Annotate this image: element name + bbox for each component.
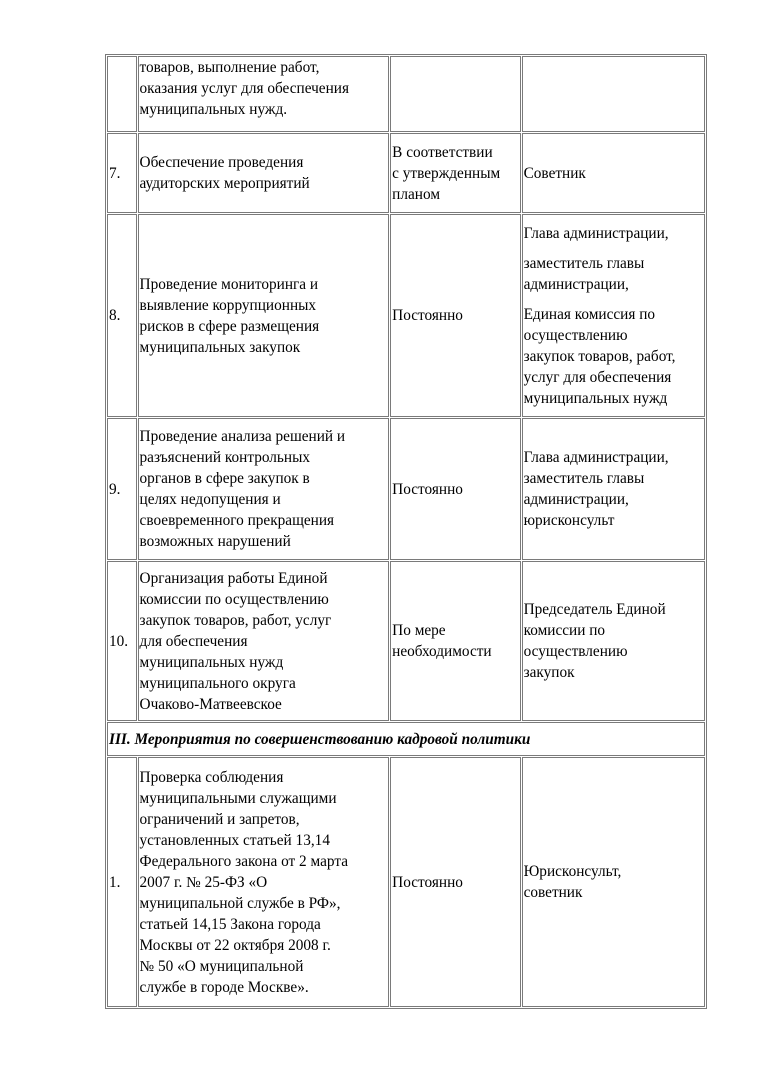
cell-line: муниципальной службе в РФ», — [139, 894, 341, 912]
cell-line: осуществлению — [523, 643, 628, 660]
cell-line: заместитель главы — [523, 470, 645, 487]
section-title: III. Мероприятия по совершенствованию кадровой политики — [107, 722, 705, 756]
event-cell — [138, 418, 390, 560]
cell-line: оказания услуг для обеспечения — [139, 80, 350, 97]
term-cell — [390, 56, 520, 132]
cell-line: возможных нарушений — [139, 533, 291, 550]
term-cell — [390, 561, 520, 721]
event-cell — [138, 757, 390, 1007]
cell-line: с утвержденным — [392, 164, 501, 182]
responsible-paragraph — [524, 599, 703, 683]
cell-line: муниципальными служащими — [139, 789, 337, 807]
cell-line: № 50 «О муниципальной — [139, 957, 304, 975]
term-cell — [390, 757, 520, 1007]
table-row — [107, 56, 705, 132]
cell-line: муниципальных нужд — [139, 653, 284, 671]
cell-line: Обеспечение проведения — [139, 154, 304, 171]
row-number: 1. — [107, 757, 137, 1007]
responsible-cell — [522, 133, 705, 213]
cell-line: муниципальных нужд — [523, 389, 668, 407]
cell-line: Председатель Единой — [523, 601, 666, 618]
cell-line: администрации, — [523, 491, 629, 508]
responsible-cell — [522, 561, 705, 721]
cell-line: планом — [392, 185, 441, 203]
row-number: 10. — [107, 561, 137, 721]
cell-line: осуществлению — [523, 326, 628, 344]
cell-line: выявление коррупционных — [139, 296, 317, 314]
responsible-paragraph — [524, 163, 703, 184]
cell-line: Глава администрации, — [523, 224, 669, 242]
row-number: 9. — [107, 418, 137, 560]
table-row — [107, 214, 705, 417]
cell-line: Глава администрации, — [523, 449, 669, 466]
table-row — [107, 757, 705, 1007]
cell-line: для обеспечения — [139, 632, 248, 650]
cell-line: необходимости — [392, 643, 492, 660]
term-cell — [390, 214, 520, 417]
responsible-cell — [522, 214, 705, 417]
cell-line: Проведение анализа решений и — [139, 428, 346, 445]
cell-line: Очаково-Матвеевское — [139, 695, 282, 713]
event-cell — [138, 133, 390, 213]
responsible-paragraph — [524, 447, 703, 531]
measures-table — [105, 54, 707, 1009]
cell-line: Постоянно — [392, 480, 463, 498]
cell-line: аудиторских мероприятий — [139, 175, 310, 192]
cell-line: администрации, — [523, 275, 629, 293]
cell-line: Советник — [523, 164, 586, 182]
responsible-paragraph — [524, 861, 703, 903]
cell-line: 2007 г. № 25-ФЗ «О — [139, 873, 268, 891]
cell-line: муниципальных нужд. — [139, 101, 288, 118]
cell-line: рисков в сфере размещения — [139, 317, 320, 335]
row-number: 8. — [107, 214, 137, 417]
row-number — [107, 56, 137, 132]
cell-line: органов в сфере закупок в — [139, 470, 310, 487]
cell-line: Москвы от 22 октября 2008 г. — [139, 936, 331, 954]
event-cell — [138, 214, 390, 417]
event-cell — [138, 561, 390, 721]
cell-line: заместитель главы — [523, 254, 645, 272]
cell-line: муниципального округа — [139, 674, 296, 692]
table-row — [107, 133, 705, 213]
cell-line: комиссии по — [523, 622, 606, 639]
cell-line: юрисконсульт — [523, 512, 615, 529]
cell-line: Федерального закона от 2 марта — [139, 852, 348, 870]
cell-line: закупок — [523, 664, 575, 681]
cell-line: статьей 14,15 Закона города — [139, 915, 321, 933]
table-row — [107, 418, 705, 560]
cell-line: товаров, выполнение работ, — [139, 59, 320, 76]
responsible-paragraph — [524, 223, 703, 244]
cell-line: Единая комиссия по — [523, 305, 656, 323]
cell-line: Организация работы Единой — [139, 569, 328, 587]
section-row — [107, 722, 705, 756]
measures-table-body — [107, 56, 705, 1007]
responsible-cell — [522, 418, 705, 560]
responsible-cell — [522, 757, 705, 1007]
event-cell — [138, 56, 390, 132]
cell-line: закупок товаров, работ, услуг — [139, 611, 332, 629]
cell-line: Проверка соблюдения — [139, 768, 284, 786]
cell-line: закупок товаров, работ, — [523, 347, 676, 365]
cell-line: Юрисконсульт, — [523, 863, 622, 880]
cell-line: советник — [523, 884, 583, 901]
responsible-paragraph — [524, 304, 703, 409]
cell-line: установленных статьей 13,14 — [139, 831, 330, 849]
cell-line: службе в городе Москве». — [139, 978, 309, 996]
responsible-paragraph — [524, 253, 703, 295]
cell-line: комиссии по осуществлению — [139, 590, 329, 608]
cell-line: Постоянно — [392, 307, 463, 324]
cell-line: своевременного прекращения — [139, 512, 335, 529]
cell-line: Постоянно — [392, 873, 463, 891]
cell-line: По мере — [392, 622, 446, 639]
cell-line: В соответствии — [392, 143, 493, 161]
term-cell — [390, 133, 520, 213]
cell-line: услуг для обеспечения — [523, 368, 672, 386]
row-number: 7. — [107, 133, 137, 213]
table-row — [107, 561, 705, 721]
term-cell — [390, 418, 520, 560]
cell-line: муниципальных закупок — [139, 338, 301, 356]
responsible-cell — [522, 56, 705, 132]
cell-line: разъяснений контрольных — [139, 449, 311, 466]
cell-line: Проведение мониторинга и — [139, 275, 319, 293]
cell-line: ограничений и запретов, — [139, 810, 300, 828]
cell-line: целях недопущения и — [139, 491, 281, 508]
